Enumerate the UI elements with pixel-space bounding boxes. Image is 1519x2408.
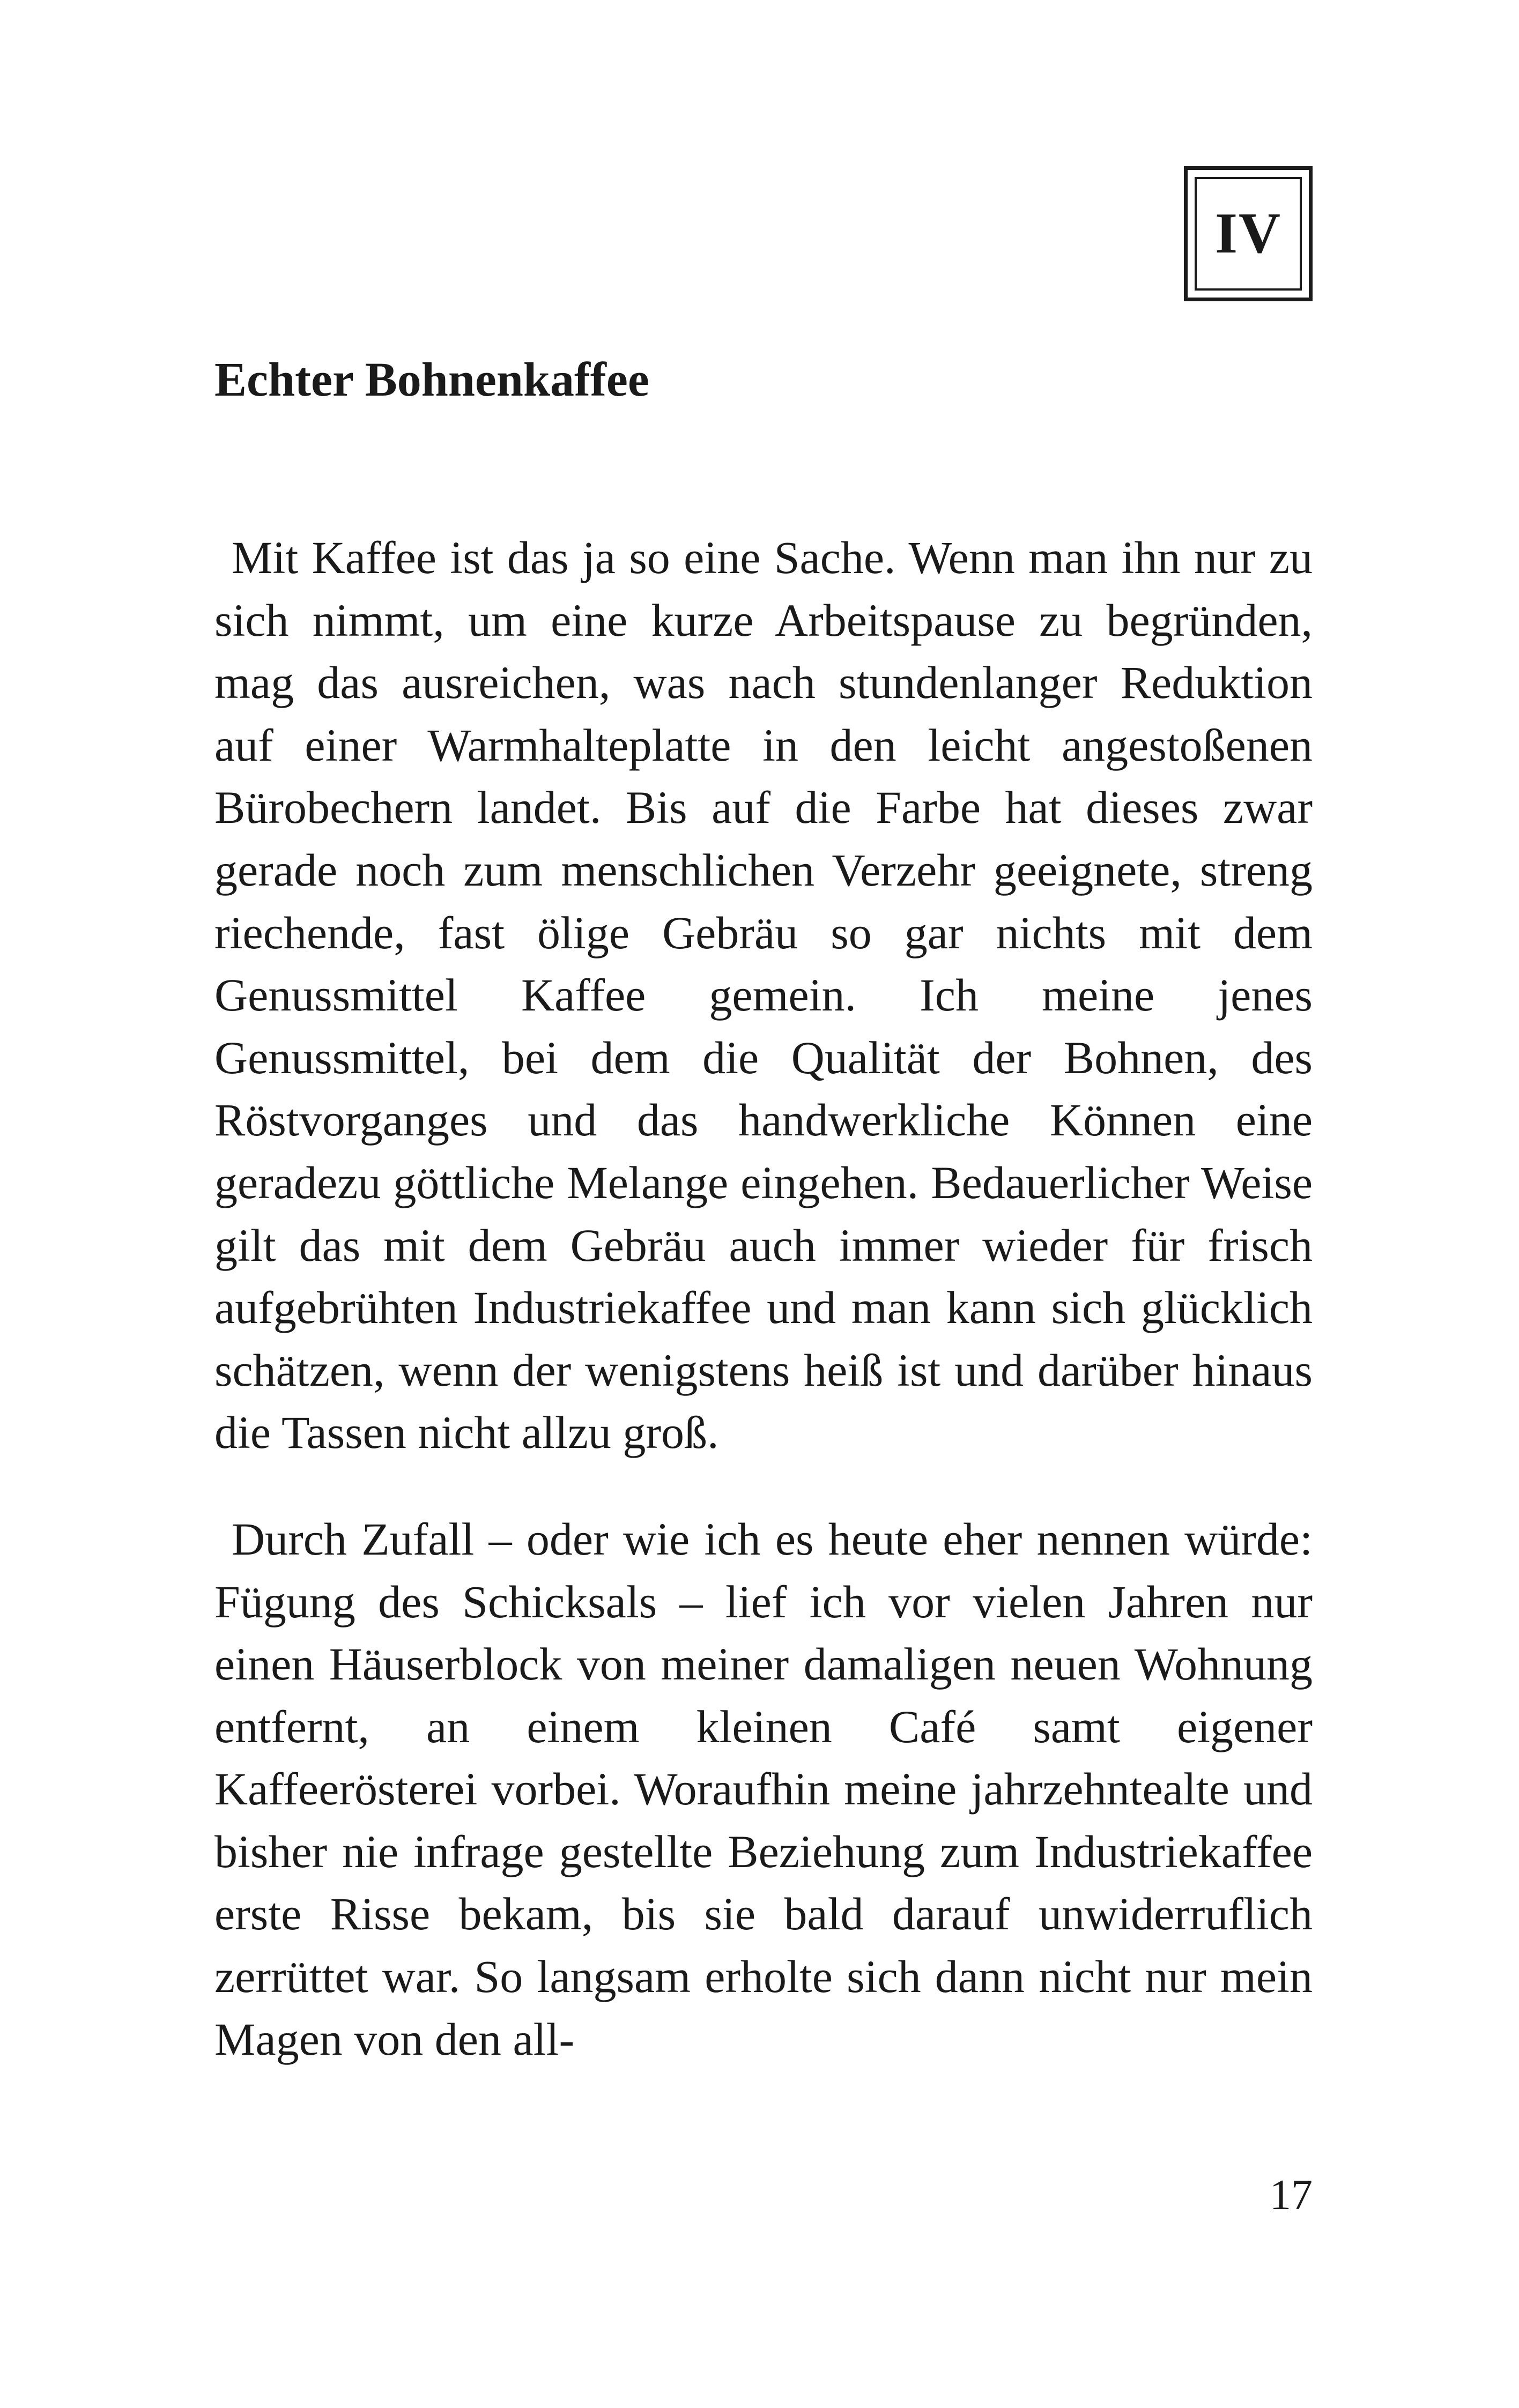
chapter-title: Echter Bohnenkaffee xyxy=(214,353,649,406)
chapter-number: IV xyxy=(1195,177,1302,291)
body-text xyxy=(214,526,1313,2070)
chapter-number-box xyxy=(1184,166,1313,301)
page-number: 17 xyxy=(1270,2172,1313,2219)
paragraph-1: Mit Kaffee ist das ja so eine Sache. Wenn man ihn nur zu sich nimmt, um eine kurze Arbeitspause zu begründen, mag das ausreichen, was nach stundenlanger Reduktion auf einer Warmhalteplatte in den leicht angestoßenen Bürobechern landet. Bis auf die Farbe hat dieses zwar gerade noch zum menschlichen Verzehr geeignete, streng riechende, fast ölige Gebräu so gar nichts mit dem Genussmittel Kaffee gemein. Ich meine jenes Genussmittel, bei dem die Qualität der Bohnen, des Röstvorganges und das handwerkliche Können eine geradezu göttliche Melange eingehen. Bedauerlicher Weise gilt das mit dem Gebräu auch immer wieder für frisch aufgebrühten Industriekaffee und man kann sich glücklich schätzen, wenn der wenigstens heiß ist und darüber hinaus die Tassen nicht allzu groß. xyxy=(214,532,1313,1459)
paragraph-2: Durch Zufall – oder wie ich es heute eher nennen würde: Fügung des Schicksals – lief ich vor vielen Jahren nur einen Häuserblock von meiner damaligen neuen Wohnung entfernt, an einem kleinen Café samt eigener Kaffeerösterei vorbei. Woraufhin meine jahrzehntealte und bisher nie infrage gestellte Beziehung zum Industriekaffee erste Risse bekam, bis sie bald darauf unwiderruflich zerrüttet war. So langsam erholte sich dann nicht nur mein Magen von den all- xyxy=(214,1513,1313,2065)
